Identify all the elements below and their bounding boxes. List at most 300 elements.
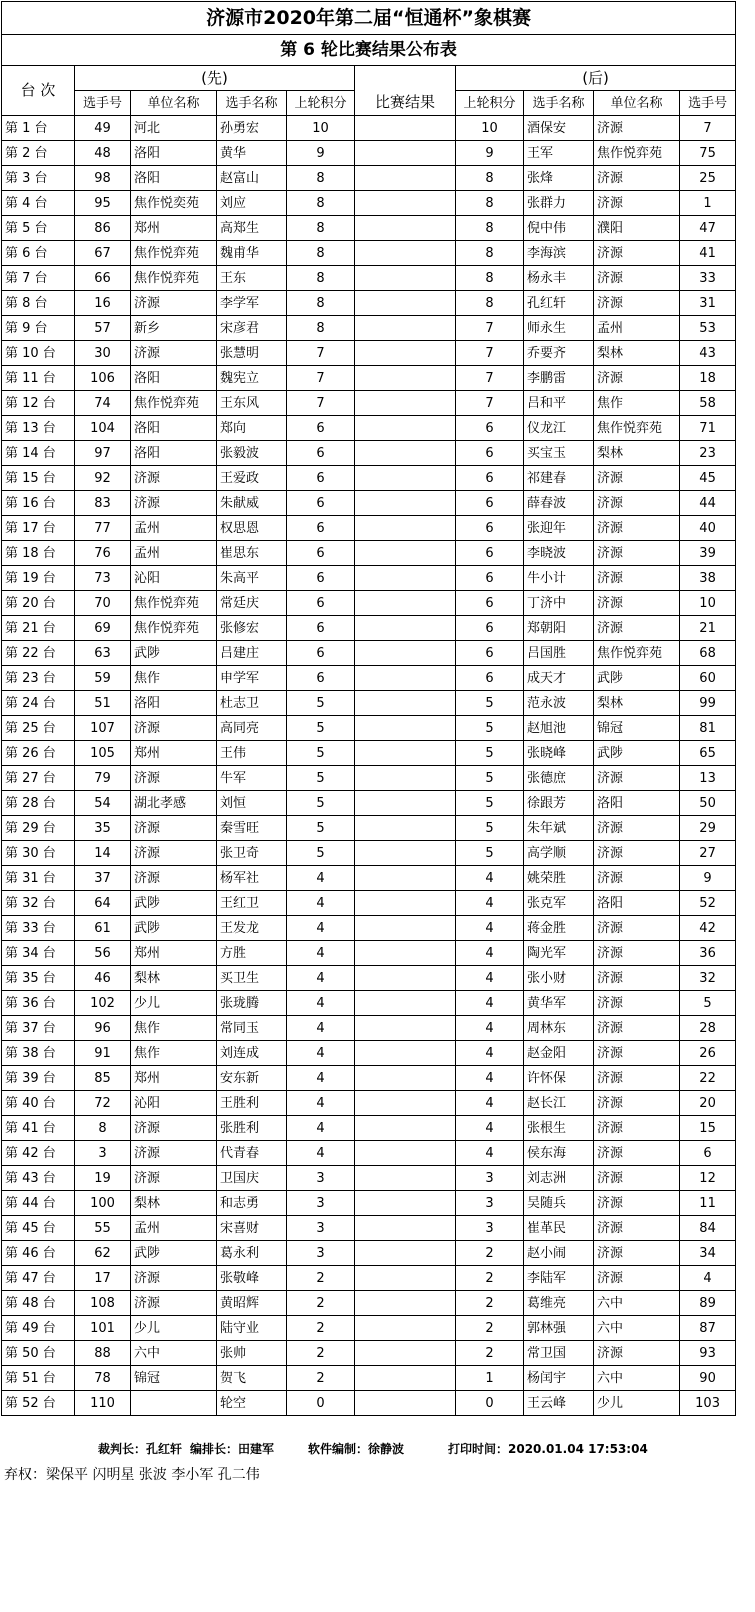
table-row	[2, 541, 736, 566]
first-player-name: 张珑腾	[217, 991, 287, 1016]
first-player-number: 85	[75, 1066, 131, 1091]
first-player-name: 王爱政	[217, 466, 287, 491]
second-player-name: 成天才	[524, 666, 594, 691]
second-player-name: 吕国胜	[524, 641, 594, 666]
result-cell	[355, 816, 456, 841]
first-player-number: 49	[75, 116, 131, 141]
second-unit-name: 济源	[594, 291, 680, 316]
table-row	[2, 1316, 736, 1341]
second-player-name: 张群力	[524, 191, 594, 216]
table-row	[2, 1166, 736, 1191]
table-number-cell: 第 43 台	[2, 1166, 75, 1191]
first-player-name: 赵富山	[217, 166, 287, 191]
table-number-cell: 第 11 台	[2, 366, 75, 391]
print-time-label: 打印时间：2020.01.04 17:53:04	[448, 1442, 648, 1456]
second-player-number: 33	[680, 266, 736, 291]
first-player-number: 17	[75, 1266, 131, 1291]
table-row	[2, 341, 736, 366]
first-unit-name: 焦作悦弈苑	[131, 241, 217, 266]
second-player-name: 陶光军	[524, 941, 594, 966]
second-player-number: 50	[680, 791, 736, 816]
second-unit-name: 六中	[594, 1291, 680, 1316]
first-player-name: 秦雪旺	[217, 816, 287, 841]
first-player-number: 62	[75, 1241, 131, 1266]
second-prev-score: 4	[456, 1141, 524, 1166]
first-player-number: 16	[75, 291, 131, 316]
second-player-name: 赵旭池	[524, 716, 594, 741]
first-unit-name: 武陟	[131, 1241, 217, 1266]
second-unit-name: 焦作悦弈苑	[594, 141, 680, 166]
first-unit-name: 焦作悦弈苑	[131, 266, 217, 291]
first-prev-score: 5	[287, 741, 355, 766]
first-prev-score: 4	[287, 941, 355, 966]
result-cell	[355, 241, 456, 266]
first-player-number: 70	[75, 591, 131, 616]
second-unit-name: 锦冠	[594, 716, 680, 741]
second-player-number: 26	[680, 1041, 736, 1066]
first-player-name: 张毅波	[217, 441, 287, 466]
first-prev-score: 9	[287, 141, 355, 166]
second-unit-name: 济源	[594, 1216, 680, 1241]
second-player-number: 34	[680, 1241, 736, 1266]
second-prev-score: 4	[456, 1041, 524, 1066]
first-unit-name: 新乡	[131, 316, 217, 341]
first-prev-score: 7	[287, 391, 355, 416]
second-player-name: 崔革民	[524, 1216, 594, 1241]
second-player-name: 乔要齐	[524, 341, 594, 366]
table-row	[2, 1216, 736, 1241]
first-player-number: 64	[75, 891, 131, 916]
second-prev-score: 6	[456, 591, 524, 616]
col-header-player-number: 选手号	[75, 91, 131, 116]
first-player-name: 朱献威	[217, 491, 287, 516]
table-number-cell: 第 17 台	[2, 516, 75, 541]
second-player-name: 周林东	[524, 1016, 594, 1041]
first-prev-score: 3	[287, 1241, 355, 1266]
first-prev-score: 8	[287, 166, 355, 191]
first-prev-score: 6	[287, 666, 355, 691]
table-row	[2, 116, 736, 141]
first-unit-name: 洛阳	[131, 166, 217, 191]
second-prev-score: 6	[456, 616, 524, 641]
second-prev-score: 6	[456, 491, 524, 516]
first-player-number: 56	[75, 941, 131, 966]
result-cell	[355, 166, 456, 191]
col-header-prev-score: 上轮积分	[456, 91, 524, 116]
table-number-cell: 第 26 台	[2, 741, 75, 766]
second-prev-score: 4	[456, 1091, 524, 1116]
second-unit-name: 济源	[594, 591, 680, 616]
table-number-cell: 第 30 台	[2, 841, 75, 866]
second-prev-score: 3	[456, 1216, 524, 1241]
first-player-name: 轮空	[217, 1391, 287, 1416]
second-player-number: 10	[680, 591, 736, 616]
first-player-number: 86	[75, 216, 131, 241]
table-row	[2, 741, 736, 766]
result-cell	[355, 941, 456, 966]
first-unit-name: 济源	[131, 866, 217, 891]
second-player-name: 黄华军	[524, 991, 594, 1016]
second-player-name: 倪中伟	[524, 216, 594, 241]
second-player-name: 李鹏雷	[524, 366, 594, 391]
first-player-name: 王东风	[217, 391, 287, 416]
first-unit-name: 洛阳	[131, 366, 217, 391]
second-player-number: 87	[680, 1316, 736, 1341]
first-player-number: 95	[75, 191, 131, 216]
table-number-cell: 第 12 台	[2, 391, 75, 416]
first-player-number: 51	[75, 691, 131, 716]
second-prev-score: 0	[456, 1391, 524, 1416]
first-prev-score: 2	[287, 1341, 355, 1366]
table-number-cell: 第 5 台	[2, 216, 75, 241]
first-player-name: 王东	[217, 266, 287, 291]
first-player-number: 69	[75, 616, 131, 641]
table-number-cell: 第 13 台	[2, 416, 75, 441]
second-prev-score: 6	[456, 441, 524, 466]
table-number-cell: 第 42 台	[2, 1141, 75, 1166]
table-row	[2, 941, 736, 966]
second-player-number: 71	[680, 416, 736, 441]
col-header-prev-score: 上轮积分	[287, 91, 355, 116]
second-player-name: 侯东海	[524, 1141, 594, 1166]
second-player-number: 43	[680, 341, 736, 366]
first-unit-name: 焦作	[131, 666, 217, 691]
first-player-number: 107	[75, 716, 131, 741]
second-player-name: 王军	[524, 141, 594, 166]
first-player-name: 张修宏	[217, 616, 287, 641]
first-unit-name: 济源	[131, 716, 217, 741]
first-player-number: 102	[75, 991, 131, 1016]
second-prev-score: 5	[456, 691, 524, 716]
second-player-number: 31	[680, 291, 736, 316]
first-player-name: 孙勇宏	[217, 116, 287, 141]
table-number-cell: 第 38 台	[2, 1041, 75, 1066]
first-prev-score: 5	[287, 816, 355, 841]
table-row	[2, 441, 736, 466]
second-prev-score: 2	[456, 1341, 524, 1366]
result-cell	[355, 616, 456, 641]
table-number-cell: 第 6 台	[2, 241, 75, 266]
first-unit-name: 少儿	[131, 1316, 217, 1341]
first-unit-name: 梨林	[131, 966, 217, 991]
table-row	[2, 616, 736, 641]
second-prev-score: 4	[456, 916, 524, 941]
first-player-number: 77	[75, 516, 131, 541]
second-player-name: 张晓峰	[524, 741, 594, 766]
table-number-cell: 第 48 台	[2, 1291, 75, 1316]
result-cell	[355, 1366, 456, 1391]
first-player-number: 48	[75, 141, 131, 166]
second-player-name: 薛春波	[524, 491, 594, 516]
first-player-name: 常廷庆	[217, 591, 287, 616]
result-cell	[355, 191, 456, 216]
first-player-number: 104	[75, 416, 131, 441]
first-player-number: 19	[75, 1166, 131, 1191]
footer	[0, 1432, 734, 1462]
second-unit-name: 焦作悦弈苑	[594, 416, 680, 441]
second-unit-name: 少儿	[594, 1391, 680, 1416]
table-number-cell: 第 10 台	[2, 341, 75, 366]
result-cell	[355, 1091, 456, 1116]
second-prev-score: 7	[456, 366, 524, 391]
first-prev-score: 4	[287, 1141, 355, 1166]
first-player-number: 37	[75, 866, 131, 891]
second-unit-name: 济源	[594, 1166, 680, 1191]
table-number-cell: 第 46 台	[2, 1241, 75, 1266]
second-unit-name: 梨林	[594, 341, 680, 366]
result-cell	[355, 341, 456, 366]
second-player-name: 朱年斌	[524, 816, 594, 841]
table-row	[2, 1341, 736, 1366]
second-player-number: 12	[680, 1166, 736, 1191]
first-unit-name: 焦作悦弈苑	[131, 591, 217, 616]
first-prev-score: 4	[287, 916, 355, 941]
first-unit-name: 济源	[131, 1166, 217, 1191]
result-cell	[355, 441, 456, 466]
second-unit-name: 洛阳	[594, 791, 680, 816]
second-unit-name: 济源	[594, 1016, 680, 1041]
first-prev-score: 4	[287, 1091, 355, 1116]
second-prev-score: 8	[456, 216, 524, 241]
table-number-cell: 第 27 台	[2, 766, 75, 791]
table-number-cell: 第 8 台	[2, 291, 75, 316]
second-player-name: 葛维亮	[524, 1291, 594, 1316]
first-player-name: 贺飞	[217, 1366, 287, 1391]
result-cell	[355, 291, 456, 316]
second-unit-name: 梨林	[594, 691, 680, 716]
second-unit-name: 济源	[594, 1241, 680, 1266]
first-player-name: 吕建庄	[217, 641, 287, 666]
second-player-name: 吕和平	[524, 391, 594, 416]
software-label: 软件编制：徐静波	[308, 1442, 405, 1456]
second-prev-score: 4	[456, 941, 524, 966]
first-player-number: 108	[75, 1291, 131, 1316]
table-row	[2, 491, 736, 516]
result-cell	[355, 141, 456, 166]
first-player-name: 黄华	[217, 141, 287, 166]
table-number-cell: 第 19 台	[2, 566, 75, 591]
result-cell	[355, 1191, 456, 1216]
first-unit-name: 焦作	[131, 1016, 217, 1041]
referee-label: 裁判长：孔红轩	[98, 1442, 183, 1456]
second-player-name: 赵小闹	[524, 1241, 594, 1266]
table-row	[2, 1066, 736, 1091]
second-prev-score: 5	[456, 841, 524, 866]
result-cell	[355, 666, 456, 691]
second-player-number: 40	[680, 516, 736, 541]
second-prev-score: 5	[456, 716, 524, 741]
first-player-name: 朱高平	[217, 566, 287, 591]
first-player-number: 8	[75, 1116, 131, 1141]
second-player-name: 孔红轩	[524, 291, 594, 316]
second-player-number: 20	[680, 1091, 736, 1116]
first-prev-score: 6	[287, 541, 355, 566]
table-number-cell: 第 37 台	[2, 1016, 75, 1041]
result-cell	[355, 566, 456, 591]
first-unit-name: 武陟	[131, 916, 217, 941]
first-prev-score: 8	[287, 216, 355, 241]
second-player-name: 赵长江	[524, 1091, 594, 1116]
first-player-name: 陆守业	[217, 1316, 287, 1341]
first-prev-score: 0	[287, 1391, 355, 1416]
first-unit-name	[131, 1391, 217, 1416]
second-unit-name: 济源	[594, 941, 680, 966]
table-number-cell: 第 45 台	[2, 1216, 75, 1241]
second-unit-name: 济源	[594, 1191, 680, 1216]
first-player-name: 安东新	[217, 1066, 287, 1091]
result-cell	[355, 1016, 456, 1041]
second-player-number: 58	[680, 391, 736, 416]
first-player-number: 59	[75, 666, 131, 691]
second-player-number: 53	[680, 316, 736, 341]
first-player-name: 高同亮	[217, 716, 287, 741]
first-unit-name: 郑州	[131, 216, 217, 241]
first-prev-score: 6	[287, 441, 355, 466]
second-prev-score: 5	[456, 791, 524, 816]
table-number-cell: 第 7 台	[2, 266, 75, 291]
second-prev-score: 8	[456, 241, 524, 266]
second-player-name: 杨永丰	[524, 266, 594, 291]
second-player-number: 65	[680, 741, 736, 766]
second-unit-name: 济源	[594, 766, 680, 791]
second-prev-score: 1	[456, 1366, 524, 1391]
second-prev-score: 7	[456, 391, 524, 416]
table-number-cell: 第 20 台	[2, 591, 75, 616]
table-row	[2, 291, 736, 316]
first-player-number: 55	[75, 1216, 131, 1241]
table-number-cell: 第 16 台	[2, 491, 75, 516]
table-row	[2, 791, 736, 816]
forfeit-list: 弃权：梁保平 闪明星 张波 李小军 孔二伟	[4, 1467, 260, 1483]
second-prev-score: 3	[456, 1166, 524, 1191]
result-cell	[355, 791, 456, 816]
result-cell	[355, 1266, 456, 1291]
table-number-cell: 第 23 台	[2, 666, 75, 691]
first-player-number: 101	[75, 1316, 131, 1341]
table-number-cell: 第 29 台	[2, 816, 75, 841]
first-unit-name: 济源	[131, 816, 217, 841]
round-subtitle: 第 6 轮比赛结果公布表	[2, 35, 736, 66]
first-player-number: 88	[75, 1341, 131, 1366]
table-number-cell: 第 52 台	[2, 1391, 75, 1416]
second-player-name: 张根生	[524, 1116, 594, 1141]
result-cell	[355, 1141, 456, 1166]
first-unit-name: 梨林	[131, 1191, 217, 1216]
second-player-number: 38	[680, 566, 736, 591]
first-prev-score: 4	[287, 1066, 355, 1091]
first-unit-name: 六中	[131, 1341, 217, 1366]
result-cell	[355, 1241, 456, 1266]
second-unit-name: 武陟	[594, 741, 680, 766]
table-number-cell: 第 44 台	[2, 1191, 75, 1216]
col-header-unit: 单位名称	[131, 91, 217, 116]
table-row	[2, 691, 736, 716]
table-number-cell: 第 1 台	[2, 116, 75, 141]
second-unit-name: 济源	[594, 841, 680, 866]
first-unit-name: 焦作悦弈苑	[131, 391, 217, 416]
second-prev-score: 6	[456, 466, 524, 491]
table-number-cell: 第 31 台	[2, 866, 75, 891]
first-prev-score: 6	[287, 491, 355, 516]
second-player-name: 范永波	[524, 691, 594, 716]
second-prev-score: 3	[456, 1191, 524, 1216]
first-prev-score: 5	[287, 716, 355, 741]
first-unit-name: 焦作悦弈苑	[131, 616, 217, 641]
first-prev-score: 2	[287, 1316, 355, 1341]
second-unit-name: 济源	[594, 116, 680, 141]
second-player-number: 11	[680, 1191, 736, 1216]
result-cell	[355, 1316, 456, 1341]
first-unit-name: 孟州	[131, 1216, 217, 1241]
table-row	[2, 591, 736, 616]
second-player-name: 李陆军	[524, 1266, 594, 1291]
second-player-number: 6	[680, 1141, 736, 1166]
first-prev-score: 7	[287, 341, 355, 366]
first-player-name: 杨军社	[217, 866, 287, 891]
first-prev-score: 4	[287, 866, 355, 891]
first-player-number: 74	[75, 391, 131, 416]
first-player-number: 97	[75, 441, 131, 466]
second-player-number: 28	[680, 1016, 736, 1041]
second-unit-name: 济源	[594, 1141, 680, 1166]
table-row	[2, 166, 736, 191]
second-player-name: 张烽	[524, 166, 594, 191]
second-player-number: 47	[680, 216, 736, 241]
first-prev-score: 4	[287, 1016, 355, 1041]
second-unit-name: 济源	[594, 1091, 680, 1116]
second-player-name: 牛小计	[524, 566, 594, 591]
first-player-name: 申学军	[217, 666, 287, 691]
result-cell	[355, 266, 456, 291]
second-player-name: 徐跟芳	[524, 791, 594, 816]
second-prev-score: 4	[456, 966, 524, 991]
table-row	[2, 766, 736, 791]
first-prev-score: 6	[287, 516, 355, 541]
second-unit-name: 济源	[594, 566, 680, 591]
table-row	[2, 1016, 736, 1041]
results-table	[1, 1, 736, 1416]
table-number-cell: 第 9 台	[2, 316, 75, 341]
first-unit-name: 湖北孝感	[131, 791, 217, 816]
first-player-name: 李学军	[217, 291, 287, 316]
table-number-cell: 第 33 台	[2, 916, 75, 941]
second-player-number: 44	[680, 491, 736, 516]
first-prev-score: 5	[287, 841, 355, 866]
second-prev-score: 5	[456, 766, 524, 791]
second-prev-score: 5	[456, 741, 524, 766]
col-header-unit: 单位名称	[594, 91, 680, 116]
second-unit-name: 济源	[594, 191, 680, 216]
table-number-cell: 第 25 台	[2, 716, 75, 741]
first-player-name: 杜志卫	[217, 691, 287, 716]
second-unit-name: 济源	[594, 541, 680, 566]
table-number-cell: 第 4 台	[2, 191, 75, 216]
second-player-number: 7	[680, 116, 736, 141]
second-prev-score: 4	[456, 991, 524, 1016]
second-unit-name: 济源	[594, 491, 680, 516]
second-player-number: 81	[680, 716, 736, 741]
first-player-number: 46	[75, 966, 131, 991]
table-row	[2, 191, 736, 216]
table-row	[2, 891, 736, 916]
second-prev-score: 6	[456, 641, 524, 666]
arranger-label: 编排长：田建军	[190, 1442, 275, 1456]
first-player-number: 98	[75, 166, 131, 191]
table-row	[2, 1091, 736, 1116]
result-cell	[355, 891, 456, 916]
second-player-name: 张迎年	[524, 516, 594, 541]
second-player-number: 68	[680, 641, 736, 666]
